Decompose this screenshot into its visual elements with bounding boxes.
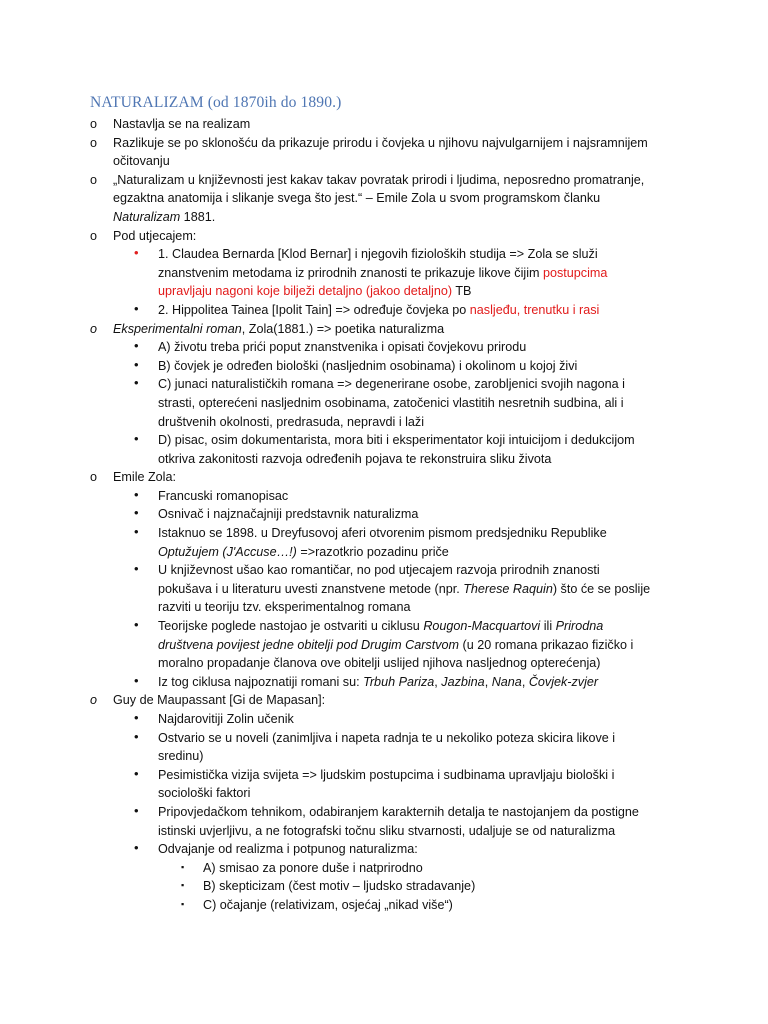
- sub-list-item: [113, 803, 653, 840]
- sub-sub-list: [158, 859, 653, 915]
- sub-item-text: ) što će se poslije razviti u teoriju tzv. eksperimentalnog romana: [158, 581, 651, 615]
- list-item-text: , Zola(1881.) => poetika naturalizma: [241, 321, 445, 336]
- main-outline: [0, 115, 768, 915]
- list-item-text: Guy de Maupassant [Gi de Mapasan]:: [113, 693, 326, 708]
- sub-list-item: [113, 431, 653, 468]
- sub-item-text: D) pisac, osim dokumentarista, mora biti i eksperimentator koji intuicijom i dedukcijom otkriva zakonitosti razvoja određenih pojava te rekonstruira sliku života: [158, 433, 635, 466]
- sub-list-item: [113, 766, 653, 803]
- work-title: Jazbina: [441, 674, 485, 689]
- circle-bullet-icon: o: [90, 228, 98, 243]
- square-bullet-icon: ▪: [181, 861, 185, 872]
- list-item-text: Nastavlja se na realizam: [113, 117, 251, 131]
- bullet-icon: •: [134, 300, 139, 316]
- sub-sub-item-text: B) skepticizam (čest motiv – ljudsko stradavanje): [203, 879, 476, 894]
- red-bullet-icon: •: [134, 245, 139, 261]
- sub-item-text: Francuski romanopisac: [158, 488, 289, 503]
- article-title: Naturalizam: [113, 209, 181, 224]
- list-item-text: Razlikuje se po sklonošću da prikazuje prirodu i čovjeka u njihovu najvulgarnijem i najsramnijem očitovanju: [113, 135, 648, 169]
- sub-item-text: Iz tog ciklusa najpoznatiji romani su:: [158, 674, 364, 689]
- list-item: [0, 227, 653, 320]
- sub-list-item: [113, 561, 653, 617]
- bullet-icon: •: [134, 561, 139, 577]
- sub-item-text: Najdarovitiji Zolin učenik: [158, 712, 294, 726]
- sub-item-text: =>razotkrio pozadinu priče: [296, 544, 449, 559]
- bullet-icon: •: [134, 505, 139, 521]
- bullet-icon: •: [134, 672, 139, 688]
- sub-item-text: Ostvario se u noveli (zanimljiva i napeta radnja te u nekoliko poteza skicira likove i sredinu): [158, 730, 616, 764]
- bullet-icon: •: [134, 765, 139, 781]
- bullet-icon: •: [134, 338, 139, 354]
- square-bullet-icon: ▪: [181, 880, 185, 891]
- bullet-icon: •: [134, 728, 139, 744]
- sub-list-item: [113, 710, 653, 729]
- work-title: Rougon-Macquartovi: [423, 619, 541, 634]
- square-bullet-icon: ▪: [181, 898, 185, 909]
- highlighted-text: postupcima upravljaju nagoni koje bilježi detaljno (jakoo detaljno): [158, 265, 608, 299]
- bullet-icon: •: [134, 710, 139, 725]
- sub-list-item: [113, 524, 653, 561]
- highlighted-text: nasljeđu, trenutku i rasi: [469, 302, 600, 317]
- work-title: Nana: [491, 674, 522, 689]
- sub-item-text: ili: [540, 619, 556, 634]
- sub-list: [113, 487, 653, 692]
- list-item: [0, 171, 653, 227]
- work-title: Prirodna društvena povijest jedne obitelji pod Drugim Carstvom: [158, 619, 604, 652]
- sub-item-text: Odvajanje od realizma i potpunog naturalizma:: [158, 842, 418, 857]
- circle-bullet-icon: o: [90, 470, 98, 485]
- sub-list-item: [113, 487, 653, 506]
- sub-item-text: C) junaci naturalističkih romana => degenerirane osobe, zarobljenici svojih nagona i strasti, opterećeni nasljednim osobinama, zatočenici vlastitih nesretnih sudbina, ali i društvenih okolnosti, predrasuda, nepravdi i laži: [158, 377, 625, 429]
- circle-bullet-icon: o: [90, 172, 98, 187]
- circle-bullet-icon: o: [90, 321, 98, 336]
- bullet-icon: •: [134, 840, 139, 856]
- separator-text: ,: [434, 674, 442, 689]
- sub-item-text: B) čovjek je određen biološki (nasljednim osobinama) i okolinom u kojoj živi: [158, 358, 578, 373]
- work-title: Čovjek-zvjer: [528, 674, 599, 689]
- separator-text: ,: [484, 674, 492, 689]
- sub-sub-item-text: C) očajanje (relativizam, osjećaj „nikad više“): [203, 897, 453, 912]
- list-item-text: Emile Zola:: [113, 470, 176, 485]
- sub-list-item: [113, 673, 653, 692]
- sub-sub-item-text: A) smisao za ponore duše i natprirodno: [203, 860, 423, 875]
- sub-list: [113, 710, 653, 915]
- sub-item-text: 2. Hippolitea Tainea [Ipolit Tain] => određuje čovjeka po: [158, 302, 470, 317]
- page-title: NATURALIZAM (od 1870ih do 1890.): [90, 94, 342, 111]
- bullet-icon: •: [134, 431, 139, 447]
- sub-list-item: [113, 729, 653, 766]
- bullet-icon: •: [134, 617, 139, 633]
- sub-list-item: [113, 338, 653, 357]
- sub-sub-list-item: [158, 859, 653, 878]
- sub-item-text: 1. Claudea Bernarda [Klod Bernar] i njegovih fizioloških studija => Zola se služi znanstvenim metodama iz prirodnih znanosti te prikazuje likove čijim: [158, 247, 598, 280]
- sub-list-item: [113, 840, 653, 914]
- sub-list-item: [113, 617, 653, 673]
- sub-item-text: A) životu treba prići poput znanstvenika i opisati čovjekovu prirodu: [158, 340, 527, 355]
- sub-item-text: Pesimistička vizija svijeta => ljudskim postupcima i sudbinama upravljaju biološki i sociološki faktori: [158, 767, 615, 801]
- list-item: [0, 115, 653, 134]
- sub-sub-list-item: [158, 877, 653, 896]
- work-title: Trbuh Pariza: [363, 674, 435, 689]
- sub-list-item: [113, 375, 653, 431]
- work-title: Therese Raquin: [463, 581, 553, 596]
- sub-list-item: [113, 301, 653, 320]
- bullet-icon: •: [134, 802, 139, 818]
- list-item: [0, 320, 653, 469]
- quote-year: 1881.: [180, 209, 216, 224]
- list-item: [0, 691, 653, 914]
- sub-item-text: U književnost ušao kao romantičar, no pod utjecajem razvoja prirodnih znanosti pokušava i u literaturu uvesti znanstvene metode (npr.: [158, 563, 600, 596]
- sub-sub-list-item: [158, 896, 653, 915]
- sub-item-text: (u 20 romana prikazao fizičko i moralno propadanje članova ove obitelji uslijed njihova nasljednog opterećenja): [158, 637, 634, 671]
- sub-list-item: [113, 357, 653, 376]
- sub-list: [113, 338, 653, 468]
- list-item: [0, 468, 653, 691]
- circle-bullet-icon: o: [90, 693, 98, 708]
- sub-item-text: Pripovjedačkom tehnikom, odabiranjem karakternih detalja te nastojanjem da postigne istinski uvjerljivu, a ne fotografski točnu sliku stvarnosti, udaljuje se od naturalizma: [158, 804, 639, 838]
- sub-list-item: [113, 245, 653, 301]
- bullet-icon: •: [134, 356, 139, 372]
- list-item-text: Pod utjecajem:: [113, 228, 197, 243]
- sub-list-item: [113, 505, 653, 524]
- list-item: [0, 134, 653, 171]
- circle-bullet-icon: o: [90, 135, 98, 150]
- circle-bullet-icon: o: [90, 117, 98, 131]
- bullet-icon: •: [134, 375, 139, 391]
- work-title: Optužujem (J'Accuse…!): [158, 544, 297, 559]
- bullet-icon: •: [134, 524, 139, 540]
- sub-list: [113, 245, 653, 319]
- bullet-icon: •: [134, 486, 139, 502]
- term-italic: Eksperimentalni roman: [113, 321, 242, 336]
- sub-item-text: Teorijske poglede nastojao je ostvariti u ciklusu: [158, 619, 424, 634]
- separator-text: ,: [521, 674, 529, 689]
- quote-text: „Naturalizam u književnosti jest kakav takav povratak prirodi i ljudima, neposredno promatranje, egzaktna anatomija i slikanje svega što jest.“ – Emile Zola u svom programskom članku: [113, 172, 645, 206]
- sub-item-text: Osnivač i najznačajniji predstavnik naturalizma: [158, 507, 419, 522]
- sub-item-text: TB: [452, 284, 472, 299]
- sub-item-text: Istaknuo se 1898. u Dreyfusovoj aferi otvorenim pismom predsjedniku Republike: [158, 526, 607, 541]
